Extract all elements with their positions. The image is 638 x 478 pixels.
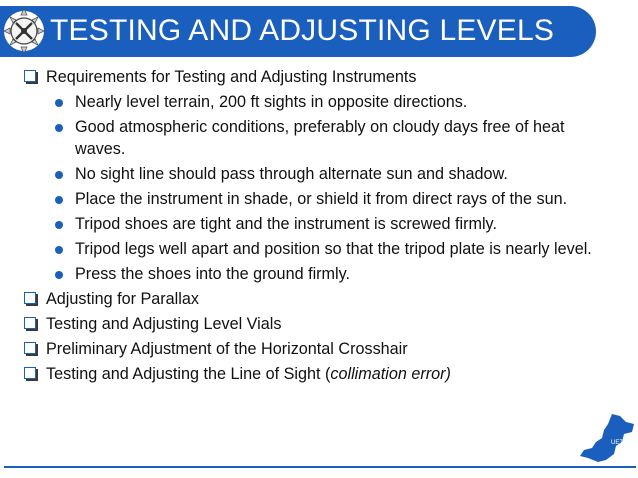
- bullet-text: Good atmospheric conditions, preferably on cloudy days free of heat waves.: [75, 118, 565, 158]
- bullet-item: [0, 363, 630, 385]
- checkbox-bullet-icon: [24, 70, 36, 82]
- dot-bullet-icon: [55, 221, 63, 229]
- bullet-item: [0, 338, 630, 360]
- slide-title: TESTING AND ADJUSTING LEVELS: [50, 14, 555, 47]
- checkbox-bullet-icon: [24, 342, 36, 354]
- map-icon: [578, 412, 636, 464]
- dot-bullet-icon: [55, 99, 63, 107]
- bullet-text: Preliminary Adjustment of the Horizontal Crosshair: [46, 340, 408, 358]
- sub-bullet-item: [0, 238, 630, 260]
- bullet-text: Tripod shoes are tight and the instrument is screwed firmly.: [75, 215, 497, 233]
- sub-bullet-item: [0, 163, 630, 185]
- checkbox-bullet-icon: [24, 292, 36, 304]
- dot-bullet-icon: [55, 246, 63, 254]
- bullet-text: Testing and Adjusting the Line of Sight (: [46, 365, 331, 383]
- sub-bullet-item: [0, 263, 630, 285]
- map-label: UET: [611, 440, 623, 446]
- bullet-text: Testing and Adjusting Level Vials: [46, 315, 282, 333]
- dot-bullet-icon: [55, 171, 63, 179]
- university-crest-logo: [2, 7, 46, 55]
- bullet-text: Tripod legs well apart and position so that the tripod plate is nearly level.: [75, 240, 592, 258]
- sub-bullet-item: [0, 213, 630, 235]
- sub-bullet-item: [0, 188, 630, 210]
- bullet-text: Place the instrument in shade, or shield it from direct rays of the sun.: [75, 190, 568, 208]
- bullet-list: [0, 66, 630, 388]
- bottom-divider: [4, 466, 636, 468]
- bullet-text-italic: collimation error): [330, 365, 451, 383]
- bullet-item: [0, 288, 630, 310]
- dot-bullet-icon: [55, 196, 63, 204]
- bullet-text: Adjusting for Parallax: [46, 290, 199, 308]
- sub-bullet-item: [0, 116, 630, 160]
- dot-bullet-icon: [55, 124, 63, 132]
- bullet-text: Requirements for Testing and Adjusting Instruments: [46, 68, 417, 86]
- checkbox-bullet-icon: [24, 367, 36, 379]
- bullet-item: [0, 66, 630, 88]
- bullet-text: Press the shoes into the ground firmly.: [75, 265, 351, 283]
- checkbox-bullet-icon: [24, 317, 36, 329]
- bullet-text: No sight line should pass through alternate sun and shadow.: [75, 165, 508, 183]
- dot-bullet-icon: [55, 271, 63, 279]
- sub-bullet-item: [0, 91, 630, 113]
- bullet-text: Nearly level terrain, 200 ft sights in opposite directions.: [75, 93, 468, 111]
- bullet-item: [0, 313, 630, 335]
